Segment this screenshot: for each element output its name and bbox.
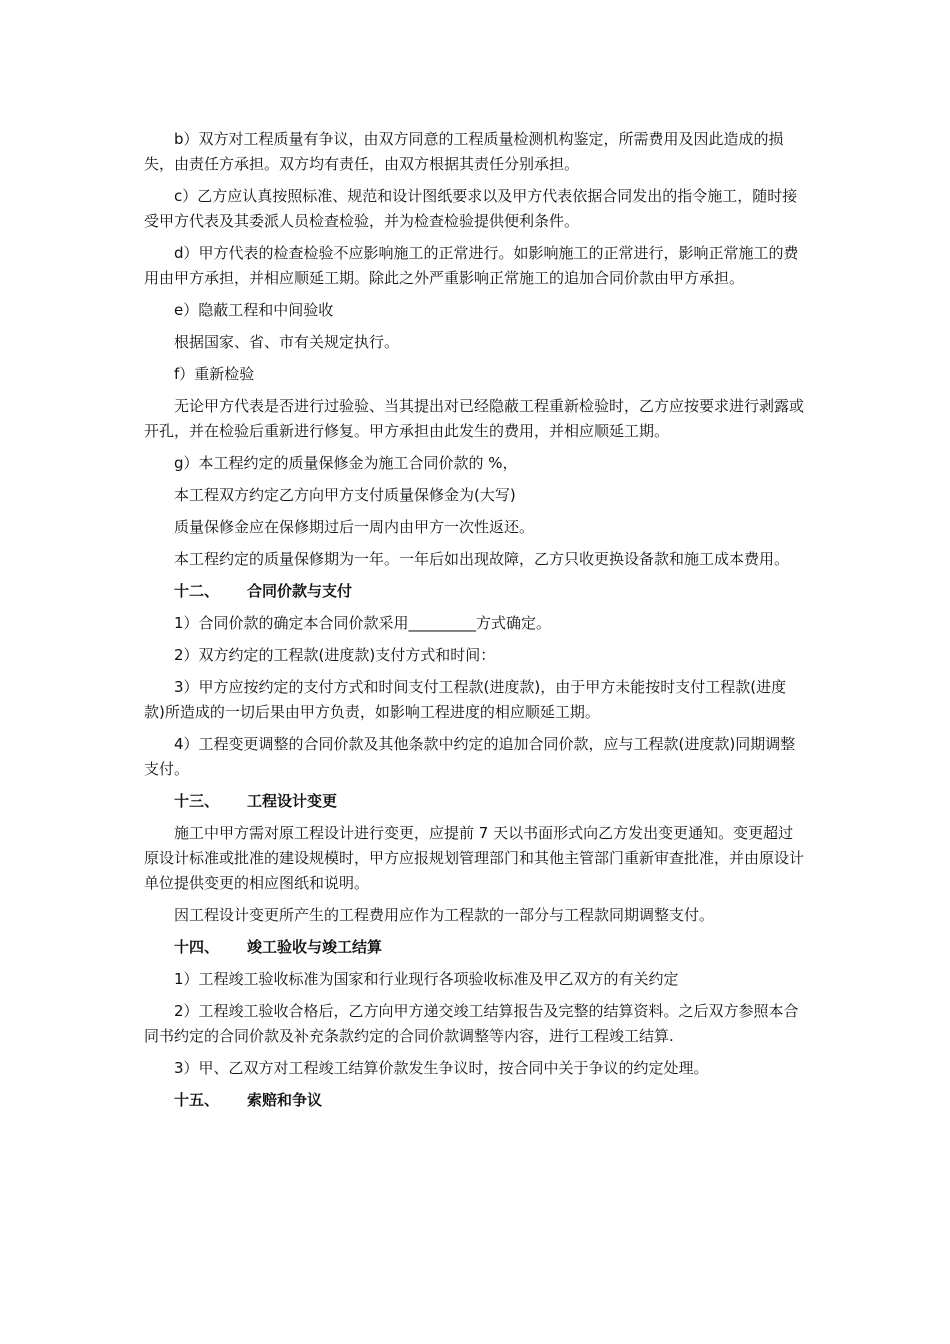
paragraph-e: e）隐蔽工程和中间验收: [174, 301, 334, 319]
section-title: 竣工验收与竣工结算: [247, 938, 383, 956]
section-title: 工程设计变更: [247, 792, 338, 810]
section14-item-3: 3）甲、乙双方对工程竣工结算价款发生争议时，按合同中关于争议的约定处理。: [174, 1059, 709, 1077]
paragraph-g-period: 本工程约定的质量保修期为一年。一年后如出现故障，乙方只收更换设备款和施工成本费用。: [174, 550, 790, 568]
section-title: 合同价款与支付: [247, 582, 353, 600]
paragraph-b: b）双方对工程质量有争议，由双方同意的工程质量检测机构鉴定，所需费用及因此造成的损失，由责任方承担。双方均有责任，由双方根据其责任分别承担。: [144, 130, 784, 173]
section-number: 十五、: [174, 1091, 220, 1109]
section-heading-15: [144, 1088, 804, 1113]
section12-item-3: 3）甲方应按约定的支付方式和时间支付工程款(进度款)，由于甲方未能按时支付工程款(进度款)所造成的一切后果由甲方负责，如影响工程进度的相应顺延工期。: [144, 678, 787, 721]
section-title: 索赔和争议: [247, 1091, 323, 1109]
paragraph-c: c）乙方应认真按照标准、规范和设计图纸要求以及甲方代表依据合同发出的指令施工，随时接受甲方代表及其委派人员检查检验，并为检查检验提供便利条件。: [144, 187, 798, 230]
section14-item-2: 2）工程竣工验收合格后，乙方向甲方递交竣工结算报告及完整的结算资料。之后双方参照本合同书约定的合同价款及补充条款约定的合同价款调整等内容，进行工程竣工结算.: [144, 1002, 799, 1045]
section12-item-2: 2）双方约定的工程款(进度款)支付方式和时间：: [174, 646, 496, 664]
paragraph-f: f）重新检验: [174, 365, 255, 383]
document-page: [144, 127, 804, 1113]
section12-item-1: 1）合同价款的确定本合同价款采用_________方式确定。: [174, 614, 552, 632]
section-number: 十四、: [174, 938, 220, 956]
section14-item-1: 1）工程竣工验收标准为国家和行业现行各项验收标准及甲乙双方的有关约定: [174, 970, 679, 988]
paragraph-e-body: 根据国家、省、市有关规定执行。: [174, 333, 400, 351]
paragraph-g-return: 质量保修金应在保修期过后一周内由甲方一次性返还。: [174, 518, 535, 536]
section12-item-4: 4）工程变更调整的合同价款及其他条款中约定的追加合同价款，应与工程款(进度款)同期调整支付。: [144, 735, 796, 778]
paragraph-g: g）本工程约定的质量保修金为施工合同价款的 %，: [174, 454, 518, 472]
paragraph-f-body: 无论甲方代表是否进行过验验、当其提出对已经隐蔽工程重新检验时，乙方应按要求进行剥露或开孔，并在检验后重新进行修复。甲方承担由此发生的费用，并相应顺延工期。: [144, 397, 805, 440]
section13-item-1: 施工中甲方需对原工程设计进行变更，应提前 7 天以书面形式向乙方发出变更通知。变更超过原设计标准或批准的建设规模时，甲方应报规划管理部门和其他主管部门重新审查批准，并由原设计单位提供变更的相应图纸和说明。: [144, 824, 805, 892]
section-number: 十二、: [174, 582, 220, 600]
section-number: 十三、: [174, 792, 220, 810]
section13-item-2: 因工程设计变更所产生的工程费用应作为工程款的一部分与工程款同期调整支付。: [174, 906, 715, 924]
paragraph-d: d）甲方代表的检查检验不应影响施工的正常进行。如影响施工的正常进行，影响正常施工的费用由甲方承担，并相应顺延工期。除此之外严重影响正常施工的追加合同价款由甲方承担。: [144, 244, 799, 287]
section-heading-13: [144, 789, 804, 814]
paragraph-g-amount: 本工程双方约定乙方向甲方支付质量保修金为(大写): [174, 486, 516, 504]
section-heading-14: [144, 935, 804, 960]
section-heading-12: [144, 579, 804, 604]
